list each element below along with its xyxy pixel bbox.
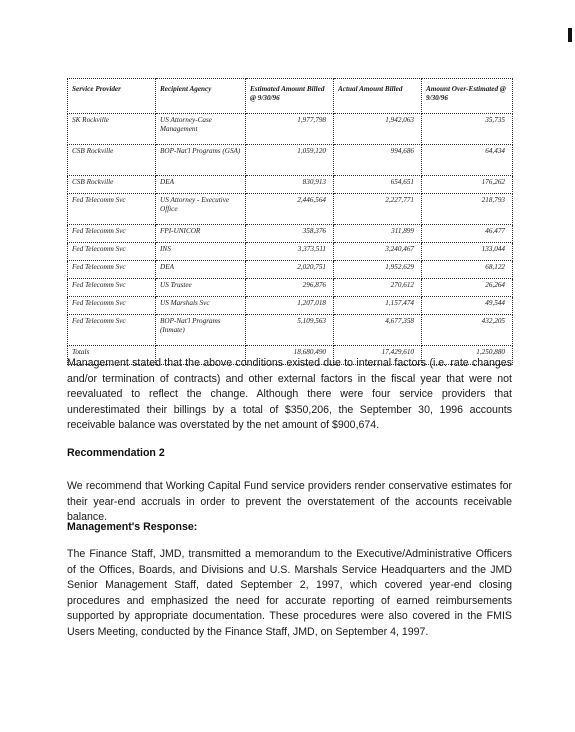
cell-actual: 1,952,629	[334, 261, 422, 279]
totals-over-estimated: 1,250,880	[422, 346, 513, 365]
cell-estimated: 1,207,018	[246, 297, 334, 315]
cell-actual: 4,677,358	[334, 315, 422, 346]
cell-over-estimated: 176,262	[422, 176, 513, 194]
table-row	[68, 194, 513, 225]
table-row	[68, 243, 513, 261]
recommendation-heading: Recommendation 2	[67, 447, 165, 459]
cell-over-estimated: 35,735	[422, 114, 513, 145]
cell-service-provider: CSB Rockville	[68, 145, 156, 176]
cell-estimated: 358,376	[246, 225, 334, 243]
cell-actual: 654,651	[334, 176, 422, 194]
header-estimated-amount: Estimated Amount Billed @ 9/30/96	[246, 79, 334, 114]
cell-recipient-agency: US Attorney - Executive Office	[156, 194, 246, 225]
cell-over-estimated: 432,205	[422, 315, 513, 346]
cell-actual: 2,227,771	[334, 194, 422, 225]
cell-service-provider: Fed Telecomm Svc	[68, 194, 156, 225]
cell-over-estimated: 133,044	[422, 243, 513, 261]
table-row	[68, 261, 513, 279]
totals-estimated: 18,680,490	[246, 346, 334, 365]
cell-actual: 994,686	[334, 145, 422, 176]
cell-estimated: 2,020,751	[246, 261, 334, 279]
cell-recipient-agency: US Attorney-Case Management	[156, 114, 246, 145]
cell-over-estimated: 68,122	[422, 261, 513, 279]
cell-recipient-agency: US Marshals Svc	[156, 297, 246, 315]
cell-service-provider: SK Rockville	[68, 114, 156, 145]
cell-service-provider: Fed Telecomm Svc	[68, 297, 156, 315]
cell-estimated: 5,109,563	[246, 315, 334, 346]
cell-actual: 1,942,063	[334, 114, 422, 145]
management-response-heading: Management's Response:	[67, 521, 198, 533]
cell-service-provider: Fed Telecomm Svc	[68, 261, 156, 279]
header-actual-amount: Actual Amount Billed	[334, 79, 422, 114]
cell-estimated: 1,977,798	[246, 114, 334, 145]
cell-actual: 3,240,467	[334, 243, 422, 261]
cell-estimated: 296,876	[246, 279, 334, 297]
cell-over-estimated: 218,793	[422, 194, 513, 225]
cell-estimated: 830,913	[246, 176, 334, 194]
cell-recipient-agency: DEA	[156, 176, 246, 194]
accrual-table	[67, 78, 513, 365]
recommendation-paragraph: We recommend that Working Capital Fund service providers render conservative estimates for their year-end accruals in order to prevent the overstatement of the accounts receivable balance.	[67, 480, 512, 523]
cell-recipient-agency: US Trustee	[156, 279, 246, 297]
cell-service-provider: CSB Rockville	[68, 176, 156, 194]
cell-recipient-agency: INS	[156, 243, 246, 261]
totals-label: Totals	[68, 346, 156, 365]
management-statement-paragraph: Management stated that the above conditions existed due to internal factors (i.e. rate changes and/or termination of contracts) and other external factors in the fiscal year that were not reevaluated to reflect the change. Although there were four service providers that underestimated their billings by a total of $350,206, the September 30, 1996 accounts receivable balance was overstated by the net amount of $900,674.	[67, 357, 512, 431]
table-row	[68, 145, 513, 176]
cell-over-estimated: 49,544	[422, 297, 513, 315]
header-service-provider: Service Provider	[68, 79, 156, 114]
table-row	[68, 297, 513, 315]
cell-service-provider: Fed Telecomm Svc	[68, 279, 156, 297]
header-amount-over-estimated: Amount Over-Estimated @ 9/30/96	[422, 79, 513, 114]
management-response-paragraph: The Finance Staff, JMD, transmitted a memorandum to the Executive/Administrative Officers of the Offices, Boards, and Divisions and U.S. Marshals Service Headquarters and the JMD Senior Management Staff, dated September 2, 1997, which covered year-end closing procedures and emphasized the need for accurate reporting of earned reimbursements supported by appropriate documentation. These procedures were also covered in the FMIS Users Meeting, conducted by the Finance Staff, JMD, on September 4, 1997.	[67, 548, 512, 638]
cell-service-provider: Fed Telecomm Svc	[68, 315, 156, 346]
cell-service-provider: Fed Telecomm Svc	[68, 225, 156, 243]
cell-actual: 311,899	[334, 225, 422, 243]
page-edge-mark	[568, 28, 572, 42]
cell-recipient-agency: BOP-Nat'l Programs (Inmate)	[156, 315, 246, 346]
table-header-row	[68, 79, 513, 114]
table-row	[68, 225, 513, 243]
cell-actual: 270,612	[334, 279, 422, 297]
cell-recipient-agency: BOP-Nat'l Programs (GSA)	[156, 145, 246, 176]
cell-estimated: 1,059,120	[246, 145, 334, 176]
cell-estimated: 2,446,564	[246, 194, 334, 225]
table-row	[68, 279, 513, 297]
table-row	[68, 176, 513, 194]
header-recipient-agency: Recipient Agency	[156, 79, 246, 114]
table-row	[68, 315, 513, 346]
totals-actual: 17,429,610	[334, 346, 422, 365]
cell-over-estimated: 26,264	[422, 279, 513, 297]
cell-over-estimated: 64,434	[422, 145, 513, 176]
cell-actual: 1,157,474	[334, 297, 422, 315]
cell-recipient-agency: FPI-UNICOR	[156, 225, 246, 243]
table-row	[68, 114, 513, 145]
cell-recipient-agency: DEA	[156, 261, 246, 279]
cell-estimated: 3,373,511	[246, 243, 334, 261]
cell-over-estimated: 46,477	[422, 225, 513, 243]
cell-service-provider: Fed Telecomm Svc	[68, 243, 156, 261]
